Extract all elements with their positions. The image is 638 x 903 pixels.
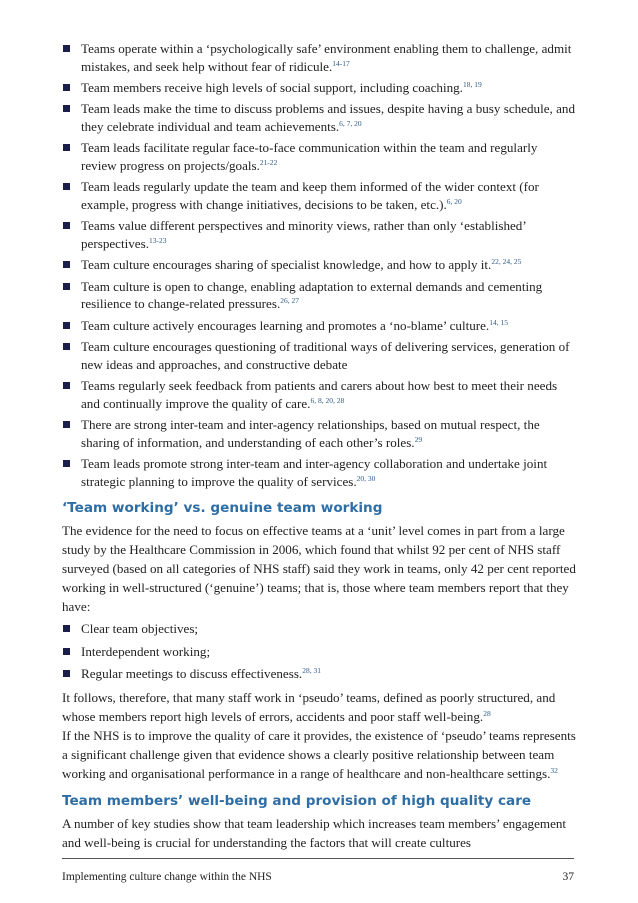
bullet-item bbox=[62, 278, 576, 313]
citation-reference: 21-22 bbox=[259, 157, 278, 167]
bullet-item bbox=[62, 455, 576, 490]
bullet-text: Regular meetings to discuss effectiveness. bbox=[81, 666, 303, 682]
square-bullet-icon bbox=[63, 670, 70, 677]
citation-reference: 26, 27 bbox=[280, 296, 299, 306]
bullet-item bbox=[62, 178, 576, 213]
citation-reference: 29 bbox=[414, 434, 423, 444]
bullet-item bbox=[62, 416, 576, 451]
pseudo-teams-paragraph: It follows, therefore, that many staff work in ‘pseudo’ teams, defined as poorly structured, and whose members report high levels of errors, accidents and poor staff well-being.$^{28}$ bbox=[62, 690, 556, 724]
bullet-text: Team culture is open to change, enabling adaptation to external demands and cementing resilience to change-related pressures. bbox=[81, 278, 543, 312]
bullet-text: Teams regularly seek feedback from patients and carers about how best to meet their needs and continually improve the quality of care. bbox=[81, 378, 558, 411]
square-bullet-icon bbox=[63, 421, 70, 428]
citation-reference: 14-17 bbox=[332, 58, 350, 68]
square-bullet-icon bbox=[63, 625, 70, 632]
square-bullet-icon bbox=[63, 84, 70, 91]
bullet-text: Team leads regularly update the team and keep them informed of the wider context (for example, progress with change initiatives, decisions to be taken, etc.). bbox=[81, 179, 539, 212]
bullet-text: Team leads make the time to discuss problems and issues, despite having a busy schedule, and they celebrate individual and team achievements. bbox=[81, 101, 575, 134]
citation-reference: 20, 30 bbox=[356, 473, 376, 483]
square-bullet-icon bbox=[63, 45, 70, 52]
citation-reference: 28, 31 bbox=[302, 666, 321, 676]
citation-reference: 6, 8, 20, 28 bbox=[310, 395, 345, 405]
citation-reference: 6, 20 bbox=[446, 196, 462, 206]
section-heading-team-working: ‘Team working’ vs. genuine team working bbox=[62, 500, 383, 517]
footer-divider bbox=[62, 858, 574, 859]
genuine-team-criteria-list bbox=[62, 620, 576, 683]
bullet-item bbox=[62, 256, 576, 274]
citation-reference: 6, 7, 20 bbox=[339, 118, 362, 128]
bullet-item bbox=[62, 79, 576, 97]
square-bullet-icon bbox=[63, 460, 70, 467]
square-bullet-icon bbox=[63, 183, 70, 190]
footer-document-title: Implementing culture change within the NHS bbox=[62, 871, 272, 883]
section-intro-paragraph: The evidence for the need to focus on effective teams at a ‘unit’ level comes in part from a large study by the Healthcare Commission in 2006, which found that whilst 92 per cent of NHS staff surveyed (based on all categories of NHS staff) said they work in teams, only 42 per cent reported working in well-structured (‘genuine’) teams; that is, those where team members report that they have: bbox=[62, 523, 576, 615]
bullet-text: Clear team objectives; bbox=[81, 621, 199, 637]
bullet-text: Interdependent working; bbox=[81, 643, 211, 659]
wellbeing-paragraph: A number of key studies show that team leadership which increases team members’ engagement and well-being is crucial for understanding the factors that will create cultures bbox=[62, 816, 567, 850]
bullet-item bbox=[62, 40, 576, 75]
square-bullet-icon bbox=[63, 144, 70, 151]
bullet-item bbox=[62, 317, 576, 335]
square-bullet-icon bbox=[63, 105, 70, 112]
bullet-text: Teams value different perspectives and minority views, rather than only ‘established’ perspectives. bbox=[81, 218, 526, 251]
square-bullet-icon bbox=[63, 382, 70, 389]
square-bullet-icon bbox=[63, 343, 70, 350]
bullet-text: Team members receive high levels of social support, including coaching. bbox=[81, 79, 463, 95]
bullet-item bbox=[62, 665, 576, 683]
page-number: 37 bbox=[562, 871, 574, 883]
bullet-item bbox=[62, 377, 576, 412]
square-bullet-icon bbox=[63, 283, 70, 290]
bullet-text: Team culture encourages questioning of traditional ways of delivering services, generation of new ideas and approaches, and constructive debate bbox=[81, 339, 570, 372]
team-characteristics-list bbox=[62, 40, 576, 490]
bullet-item bbox=[62, 620, 576, 638]
citation-reference: 18, 19 bbox=[462, 79, 482, 89]
citation-reference: 13-23 bbox=[149, 235, 167, 245]
bullet-text: Teams operate within a ‘psychologically safe’ environment enabling them to challenge, admit mistakes, and seek help without fear of ridicule. bbox=[81, 41, 572, 74]
bullet-text: Team culture encourages sharing of specialist knowledge, and how to apply it. bbox=[81, 257, 492, 273]
square-bullet-icon bbox=[63, 222, 70, 229]
citation-reference: 14, 15 bbox=[489, 317, 508, 327]
bullet-item bbox=[62, 338, 576, 373]
square-bullet-icon bbox=[63, 648, 70, 655]
bullet-item bbox=[62, 100, 576, 135]
bullet-item bbox=[62, 217, 576, 252]
bullet-item bbox=[62, 139, 576, 174]
bullet-text: Team leads promote strong inter-team and inter-agency collaboration and undertake joint strategic planning to improve the quality of services. bbox=[81, 456, 548, 489]
square-bullet-icon bbox=[63, 322, 70, 329]
bullet-text: Team leads facilitate regular face-to-face communication within the team and regularly review progress on projects/goals. bbox=[81, 140, 538, 173]
square-bullet-icon bbox=[63, 261, 70, 268]
bullet-text: There are strong inter-team and inter-agency relationships, based on mutual respect, the sharing of information, and understanding of each other’s roles. bbox=[81, 417, 540, 450]
page-content bbox=[62, 40, 576, 852]
section-heading-wellbeing: Team members’ well-being and provision of high quality care bbox=[62, 793, 532, 809]
bullet-item bbox=[62, 643, 576, 661]
bullet-text: Team culture actively encourages learning and promotes a ‘no-blame’ culture. bbox=[81, 317, 490, 333]
citation-reference: 22, 24, 25 bbox=[491, 257, 522, 267]
nhs-quality-paragraph: If the NHS is to improve the quality of care it provides, the existence of ‘pseudo’ teams represents a significant challenge given that evidence shows a clearly positive relationship between team working and organisational performance in a range of healthcare and non-healthcare settings.$^{32}$ bbox=[62, 728, 576, 781]
